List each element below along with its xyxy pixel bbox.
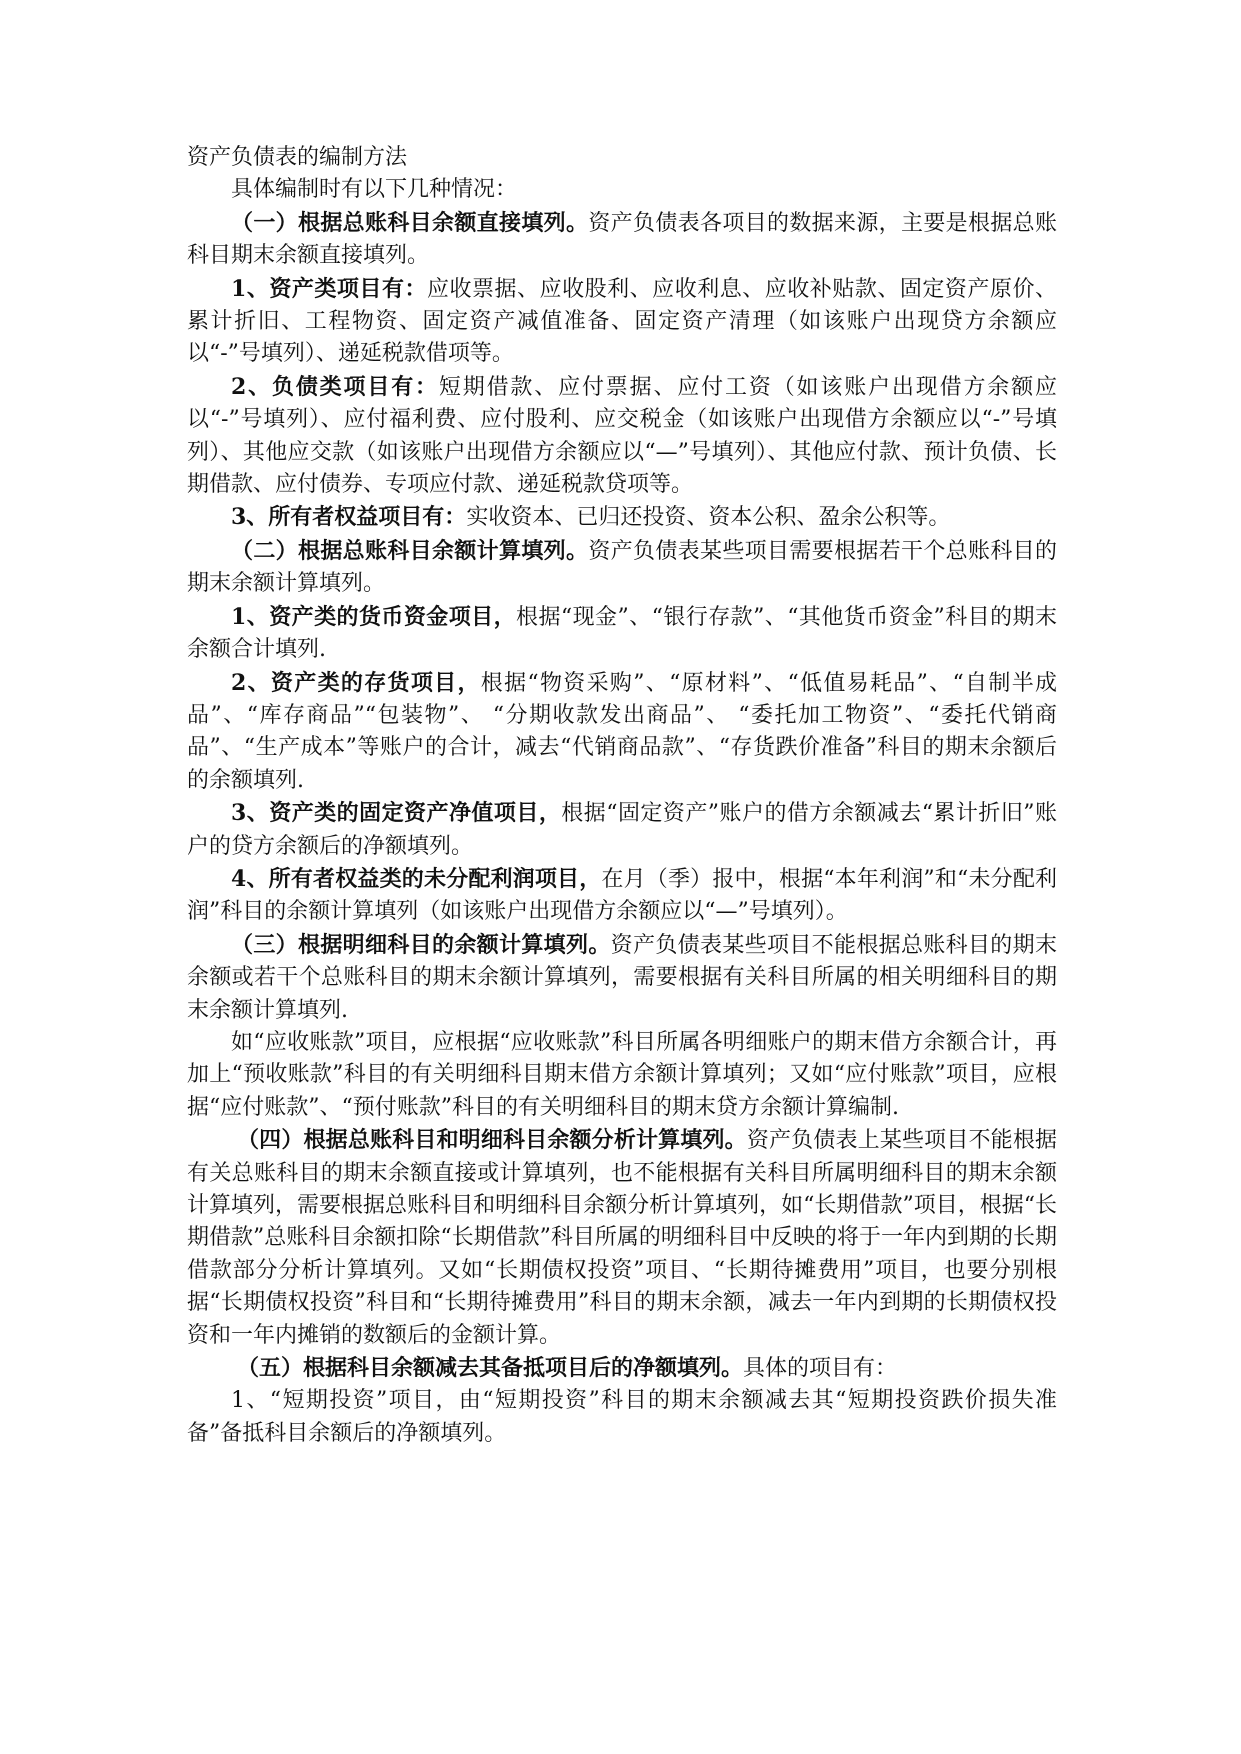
section-1-text: 资产负债表各项目的数据来源，主要是根据总账科目期末余额直接填列。 [187, 210, 1057, 269]
item-label: 1、资产类的货币资金项目， [231, 603, 517, 630]
section-5-heading: （五）根据科目余额减去其备抵项目后的净额填列。 [237, 1355, 744, 1382]
item-label: 1、资产类项目有： [231, 275, 427, 302]
item-text: 在月（季）报中，根据“本年利润”和“未分配利润”科目的余额计算填列（如该账户出现借方余额应以“—”号填列）。 [187, 866, 1057, 925]
section-1-item-2 [187, 371, 1057, 502]
section-1-item-1 [187, 273, 1057, 371]
section-2-item-3 [187, 797, 1057, 863]
section-2-item-4 [187, 863, 1057, 929]
item-text: 根据“现金”、“银行存款”、“其他货币资金”科目的期末余额合计填列. [187, 604, 1057, 663]
item-label: 2、资产类的存货项目， [231, 669, 481, 696]
item-label: 2、负债类项目有： [231, 373, 439, 400]
item-label: 1、 [231, 1388, 270, 1414]
section-4-paragraph [187, 1124, 1057, 1352]
item-text: 短期借款、应付票据、应付工资（如该账户出现借方余额应以“-”号填列）、应付福利费、应付股利、应交税金（如该账户出现借方余额应以“-”号填列）、其他应交款（如该账户出现借方余额应以“—”号填列）、其他应付款、预计负债、长期借款、应付债券、专项应付款、递延税款贷项等。 [187, 374, 1057, 498]
item-text: “短期投资”项目，由“短期投资”科目的期末余额减去其“短期投资跌价损失准备”备抵科目余额后的净额填列。 [187, 1388, 1057, 1446]
section-2-text: 资产负债表某些项目需要根据若干个总账科目的期末余额计算填列。 [187, 538, 1057, 597]
section-3-heading: （三）根据明细科目的余额计算填列。 [231, 931, 611, 958]
section-1-item-3 [187, 501, 1057, 534]
section-5-item-1 [187, 1385, 1057, 1450]
intro-paragraph: 具体编制时有以下几种情况： [231, 177, 518, 203]
item-label: 3、所有者权益项目有： [231, 504, 467, 531]
section-4-text: 资产负债表上某些项目不能根据有关总账科目的期末余额直接或计算填列，也不能根据有关科目所属明细科目的期末余额计算填列，需要根据总账科目和明细科目余额分析计算填列，如“长期借款”项目，根据“长期借款”总账科目余额扣除“长期借款”科目所属的明细科目中反映的将于一年内到期的长期借款部分分析计算填列。又如“长期债权投资”项目、“长期待摊费用”项目，也要分别根据“长期债权投资”科目和“长期待摊费用”科目的期末余额，减去一年内到期的长期债权投资和一年内摊销的数额后的金额计算。 [187, 1128, 1057, 1348]
section-5-text: 具体的项目有： [743, 1356, 898, 1382]
section-3-paragraph [187, 929, 1057, 1027]
section-5-paragraph [187, 1352, 1057, 1385]
section-2-item-1 [187, 601, 1057, 667]
item-text: 应收票据、应收股利、应收利息、应收补贴款、固定资产原价、累计折旧、工程物资、固定资产减值准备、固定资产清理（如该账户出现贷方余额应以“-”号填列）、递延税款借项等。 [187, 276, 1057, 367]
section-4-heading: （四）根据总账科目和明细科目余额分析计算填列。 [237, 1127, 747, 1154]
item-text: 根据“固定资产”账户的借方余额减去“累计折旧”账户的贷方余额后的净额填列。 [187, 801, 1057, 859]
section-3-text: 资产负债表某些项目不能根据总账科目的期末余额或若干个总账科目的期末余额计算填列，需要根据有关科目所属的相关明细科目的期末余额计算填列. [187, 932, 1057, 1023]
item-label: 4、所有者权益类的未分配利润项目， [231, 865, 602, 892]
item-text: 实收资本、已归还投资、资本公积、盈余公积等。 [466, 505, 951, 531]
item-text: 根据“物资采购”、“原材料”、“低值易耗品”、“自制半成品”、“库存商品”“包装物”、 “分期收款发出商品”、 “委托加工物资”、“委托代销商品”、“生产成本”等账户的合计，减去“代销商品款”、“存货跌价准备”科目的期末余额后的余额填列. [187, 670, 1058, 793]
document-page [187, 142, 1057, 1450]
section-1-heading: （一）根据总账科目余额直接填列。 [231, 209, 589, 236]
section-2-item-2 [187, 667, 1057, 798]
section-2-paragraph [187, 535, 1057, 601]
doc-title: 资产负债表的编制方法 [187, 145, 408, 170]
section-3-example-paragraph: 如“应收账款”项目，应根据“应收账款”科目所属各明细账户的期末借方余额合计，再加上“预收账款”科目的有关明细科目期末借方余额计算填列；又如“应付账款”项目，应根据“应付账款”、“预付账款”科目的有关明细科目的期末贷方余额计算编制. [187, 1029, 1057, 1120]
item-label: 3、资产类的固定资产净值项目， [231, 800, 562, 827]
section-2-heading: （二）根据总账科目余额计算填列。 [231, 537, 589, 564]
section-1-paragraph [187, 207, 1057, 273]
